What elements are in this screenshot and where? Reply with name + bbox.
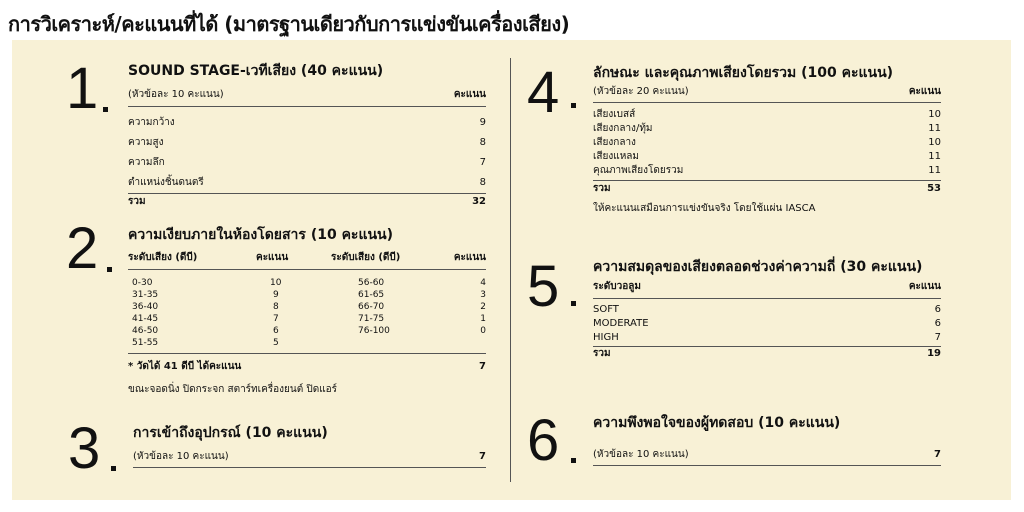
- table-row: [593, 122, 941, 135]
- section-3-dot: [111, 466, 116, 471]
- section-6-row: [593, 448, 941, 462]
- db-score: 1: [480, 314, 486, 324]
- total-score: 32: [472, 196, 486, 207]
- table-row: [128, 176, 486, 190]
- section-2-title: ความเงียบภายในห้องโดยสาร (10 คะแนน): [128, 227, 394, 243]
- section-3: [133, 422, 486, 472]
- row-score: 7: [479, 157, 486, 168]
- table-row: [128, 136, 486, 150]
- section-5: [593, 256, 941, 366]
- row-label: เสียงเบสส์: [593, 109, 636, 120]
- section-1-header-line: [128, 106, 486, 107]
- row-label: SOFT: [593, 304, 619, 315]
- section-1-note: (หัวข้อละ 10 คะแนน): [128, 89, 224, 100]
- total-label: รวม: [128, 196, 146, 207]
- col-header-level-1: ระดับเสียง (ดีบี): [128, 252, 198, 263]
- db-range: 31-35: [132, 290, 159, 300]
- section-2: [128, 224, 486, 399]
- db-score: 8: [273, 302, 279, 312]
- db-score: 3: [480, 290, 486, 300]
- table-row: [593, 164, 941, 177]
- row-score: 11: [928, 123, 941, 134]
- section-3-line: [133, 467, 486, 468]
- db-range: 76-100: [358, 326, 390, 336]
- section-6-number: 6: [527, 408, 560, 473]
- section-3-score: 7: [479, 451, 486, 462]
- db-range: 41-45: [132, 314, 159, 324]
- row-score: 10: [928, 109, 941, 120]
- section-4-dot: [571, 103, 576, 108]
- total-score: 53: [927, 183, 941, 194]
- db-range: 66-70: [358, 302, 385, 312]
- section-1-dot: [103, 107, 108, 112]
- section-4-title: ลักษณะ และคุณภาพเสียงโดยรวม (100 คะแนน): [593, 65, 894, 81]
- section-1-title: SOUND STAGE-เวทีเสียง (40 คะแนน): [128, 63, 384, 79]
- row-score: 6: [934, 318, 941, 329]
- col-header-volume: ระดับวอลูม: [593, 281, 641, 292]
- row-label: ความลึก: [128, 157, 165, 168]
- db-score: 0: [480, 326, 486, 336]
- db-score: 7: [273, 314, 279, 324]
- col-header-level-2: ระดับเสียง (ดีบี): [331, 252, 401, 263]
- total-label: รวม: [593, 348, 611, 359]
- section-2-result-line: [128, 353, 486, 354]
- section-6-dot: [571, 458, 576, 463]
- table-row: [128, 156, 486, 170]
- section-2-number: 2: [66, 216, 99, 281]
- section-4-footnote: ให้คะแนนเสมือนการแข่งขันจริง โดยใช้แผ่น IASCA: [593, 203, 816, 214]
- section-4-score-header: คะแนน: [908, 86, 941, 97]
- row-label: เสียงแหลม: [593, 151, 640, 162]
- col-header-score-1: คะแนน: [256, 252, 289, 263]
- section-2-condition: ขณะจอดนิ่ง ปิดกระจก สตาร์ทเครื่องยนต์ ปิดแอร์: [128, 384, 338, 395]
- section-5-header-line: [593, 298, 941, 299]
- row-label: เสียงกลาง/ทุ้ม: [593, 123, 653, 134]
- db-range: 51-55: [132, 338, 159, 348]
- col-header-score-2: คะแนน: [453, 252, 486, 263]
- section-1-score-header: คะแนน: [453, 89, 486, 100]
- section-4-note: (หัวข้อละ 20 คะแนน): [593, 86, 689, 97]
- section-4-total-row: [593, 182, 941, 196]
- row-label: ความสูง: [128, 137, 164, 148]
- row-score: 6: [934, 304, 941, 315]
- db-range: 61-65: [358, 290, 385, 300]
- section-2-header-row: [128, 251, 486, 265]
- section-4-header-line: [593, 102, 941, 103]
- section-6-note: (หัวข้อละ 10 คะแนน): [593, 449, 689, 460]
- row-score: 8: [479, 137, 486, 148]
- section-4-header-row: [593, 85, 941, 99]
- measured-label: * วัดได้ 41 ดีบี ได้คะแนน: [128, 361, 242, 372]
- measured-score: 7: [479, 361, 486, 372]
- section-3-number: 3: [68, 416, 101, 481]
- section-1-total-row: [128, 195, 486, 209]
- table-row: [128, 116, 486, 130]
- section-6: [593, 412, 941, 467]
- section-1-number: 1: [66, 56, 99, 121]
- db-range: 56-60: [358, 278, 385, 288]
- row-label: คุณภาพเสียงโดยรวม: [593, 165, 684, 176]
- total-score: 19: [927, 348, 941, 359]
- db-score: 6: [273, 326, 279, 336]
- db-score: 5: [273, 338, 279, 348]
- section-5-header-row: [593, 280, 941, 294]
- row-score: 11: [928, 151, 941, 162]
- section-1-total-line: [128, 193, 486, 194]
- row-score: 8: [479, 177, 486, 188]
- section-5-dot: [571, 301, 576, 306]
- section-6-score: 7: [934, 449, 941, 460]
- row-label: HIGH: [593, 332, 619, 343]
- total-label: รวม: [593, 183, 611, 194]
- db-range: 46-50: [132, 326, 159, 336]
- section-5-title: ความสมดุลของเสียงตลอดช่วงค่าความถี่ (30 คะแนน): [593, 259, 923, 275]
- row-score: 10: [928, 137, 941, 148]
- section-4: [593, 62, 941, 217]
- row-label: เสียงกลาง: [593, 137, 636, 148]
- db-score: 9: [273, 290, 279, 300]
- col-header-score: คะแนน: [908, 281, 941, 292]
- section-1-header-row: [128, 88, 486, 102]
- table-row: [593, 150, 941, 163]
- row-score: 11: [928, 165, 941, 176]
- row-score: 7: [934, 332, 941, 343]
- db-range: 0-30: [132, 278, 153, 288]
- table-row: [593, 317, 941, 331]
- section-5-number: 5: [527, 254, 560, 319]
- page-title: การวิเคราะห์/คะแนนที่ได้ (มาตรฐานเดียวกับการแข่งขันเครื่องเสียง): [8, 12, 570, 36]
- row-label: ความกว้าง: [128, 117, 175, 128]
- section-3-note: (หัวข้อละ 10 คะแนน): [133, 451, 229, 462]
- section-5-total-row: [593, 347, 941, 361]
- section-3-title: การเข้าถึงอุปกรณ์ (10 คะแนน): [133, 425, 328, 441]
- section-2-dot: [107, 267, 112, 272]
- section-2-header-line: [128, 269, 486, 270]
- section-3-row: [133, 450, 486, 464]
- section-4-number: 4: [527, 60, 560, 125]
- db-range: 71-75: [358, 314, 385, 324]
- db-score: 2: [480, 302, 486, 312]
- column-divider: [510, 58, 511, 482]
- table-row: [593, 136, 941, 149]
- row-score: 9: [479, 117, 486, 128]
- table-row: [593, 303, 941, 317]
- row-label: MODERATE: [593, 318, 649, 329]
- section-1: [128, 60, 486, 210]
- section-6-line: [593, 465, 941, 466]
- section-4-total-line: [593, 180, 941, 181]
- table-row: [593, 331, 941, 345]
- row-label: ตำแหน่งชิ้นดนตรี: [128, 177, 204, 188]
- db-range: 36-40: [132, 302, 159, 312]
- section-6-title: ความพึงพอใจของผู้ทดสอบ (10 คะแนน): [593, 415, 841, 431]
- db-score: 4: [480, 278, 486, 288]
- table-row: [593, 108, 941, 121]
- section-2-result-row: [128, 360, 486, 374]
- db-score: 10: [270, 278, 282, 288]
